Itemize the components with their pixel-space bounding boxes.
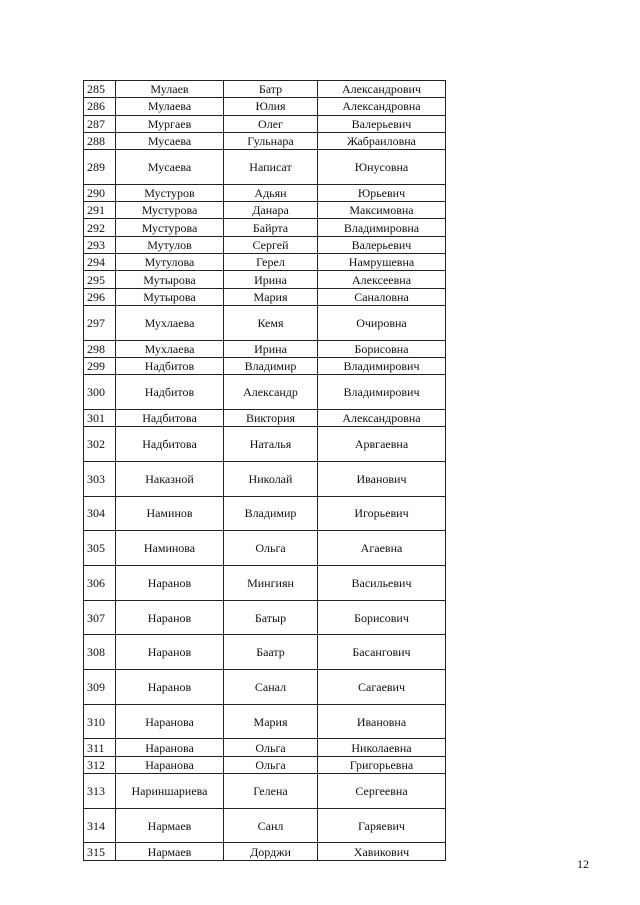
row-number: 297 — [84, 305, 116, 340]
row-number: 303 — [84, 461, 116, 496]
row-number: 285 — [84, 81, 116, 98]
patronymic-cell: Басангович — [318, 635, 446, 670]
table-row — [84, 254, 446, 271]
patronymic-cell: Гаряевич — [318, 808, 446, 843]
row-number: 292 — [84, 219, 116, 236]
given-name-cell: Кемя — [224, 305, 318, 340]
row-number: 304 — [84, 496, 116, 531]
surname-cell: Наказной — [116, 461, 224, 496]
row-number: 299 — [84, 357, 116, 374]
surname-cell: Мустуров — [116, 184, 224, 201]
surname-cell: Мутулов — [116, 236, 224, 253]
patronymic-cell: Владимирович — [318, 375, 446, 410]
names-table — [83, 80, 446, 861]
given-name-cell: Гелена — [224, 774, 318, 809]
patronymic-cell: Хавикович — [318, 843, 446, 860]
table-row — [84, 774, 446, 809]
patronymic-cell: Владимирович — [318, 357, 446, 374]
patronymic-cell: Сагаевич — [318, 670, 446, 705]
row-number: 294 — [84, 254, 116, 271]
surname-cell: Наранова — [116, 739, 224, 756]
row-number: 286 — [84, 98, 116, 115]
patronymic-cell: Алексеевна — [318, 271, 446, 288]
surname-cell: Надбитова — [116, 409, 224, 426]
given-name-cell: Баатр — [224, 635, 318, 670]
given-name-cell: Дорджи — [224, 843, 318, 860]
row-number: 301 — [84, 409, 116, 426]
surname-cell: Наранов — [116, 670, 224, 705]
given-name-cell: Владимир — [224, 496, 318, 531]
given-name-cell: Ирина — [224, 340, 318, 357]
row-number: 305 — [84, 531, 116, 566]
patronymic-cell: Григорьевна — [318, 756, 446, 773]
table-row — [84, 843, 446, 860]
table-row — [84, 461, 446, 496]
row-number: 293 — [84, 236, 116, 253]
table-row — [84, 409, 446, 426]
patronymic-cell: Арвгаевна — [318, 427, 446, 462]
row-number: 289 — [84, 150, 116, 185]
surname-cell: Наминов — [116, 496, 224, 531]
table-row — [84, 704, 446, 739]
patronymic-cell: Агаевна — [318, 531, 446, 566]
table-row — [84, 531, 446, 566]
given-name-cell: Виктория — [224, 409, 318, 426]
row-number: 313 — [84, 774, 116, 809]
surname-cell: Наранов — [116, 600, 224, 635]
given-name-cell: Батр — [224, 81, 318, 98]
table-row — [84, 236, 446, 253]
surname-cell: Наминова — [116, 531, 224, 566]
given-name-cell: Санал — [224, 670, 318, 705]
patronymic-cell: Максимовна — [318, 202, 446, 219]
given-name-cell: Олег — [224, 115, 318, 132]
table-row — [84, 670, 446, 705]
given-name-cell: Владимир — [224, 357, 318, 374]
given-name-cell: Николай — [224, 461, 318, 496]
surname-cell: Наранова — [116, 704, 224, 739]
table-row — [84, 288, 446, 305]
surname-cell: Мутулова — [116, 254, 224, 271]
table-row — [84, 739, 446, 756]
given-name-cell: Наталья — [224, 427, 318, 462]
surname-cell: Мутырова — [116, 271, 224, 288]
patronymic-cell: Валерьевич — [318, 115, 446, 132]
patronymic-cell: Александрович — [318, 81, 446, 98]
patronymic-cell: Александровна — [318, 409, 446, 426]
surname-cell: Нармаев — [116, 808, 224, 843]
row-number: 296 — [84, 288, 116, 305]
given-name-cell: Мария — [224, 288, 318, 305]
surname-cell: Наранов — [116, 635, 224, 670]
patronymic-cell: Очировна — [318, 305, 446, 340]
table-row — [84, 357, 446, 374]
patronymic-cell: Игорьевич — [318, 496, 446, 531]
surname-cell: Наранова — [116, 756, 224, 773]
table-row — [84, 427, 446, 462]
given-name-cell: Батыр — [224, 600, 318, 635]
row-number: 311 — [84, 739, 116, 756]
surname-cell: Мулаева — [116, 98, 224, 115]
surname-cell: Мургаев — [116, 115, 224, 132]
given-name-cell: Байрта — [224, 219, 318, 236]
patronymic-cell: Сергеевна — [318, 774, 446, 809]
surname-cell: Мутырова — [116, 288, 224, 305]
row-number: 302 — [84, 427, 116, 462]
row-number: 300 — [84, 375, 116, 410]
surname-cell: Мухлаева — [116, 340, 224, 357]
patronymic-cell: Валерьевич — [318, 236, 446, 253]
row-number: 290 — [84, 184, 116, 201]
patronymic-cell: Владимировна — [318, 219, 446, 236]
row-number: 291 — [84, 202, 116, 219]
table-row — [84, 115, 446, 132]
row-number: 287 — [84, 115, 116, 132]
patronymic-cell: Николаевна — [318, 739, 446, 756]
surname-cell: Нариншариева — [116, 774, 224, 809]
given-name-cell: Санл — [224, 808, 318, 843]
table-row — [84, 202, 446, 219]
patronymic-cell: Намрушевна — [318, 254, 446, 271]
patronymic-cell: Борисович — [318, 600, 446, 635]
row-number: 310 — [84, 704, 116, 739]
patronymic-cell: Иванович — [318, 461, 446, 496]
given-name-cell: Мингиян — [224, 565, 318, 600]
table-row — [84, 756, 446, 773]
table-row — [84, 271, 446, 288]
patronymic-cell: Васильевич — [318, 565, 446, 600]
row-number: 298 — [84, 340, 116, 357]
patronymic-cell: Юрьевич — [318, 184, 446, 201]
row-number: 307 — [84, 600, 116, 635]
given-name-cell: Александр — [224, 375, 318, 410]
patronymic-cell: Александровна — [318, 98, 446, 115]
table-row — [84, 635, 446, 670]
given-name-cell: Гульнара — [224, 132, 318, 149]
table-row — [84, 375, 446, 410]
surname-cell: Мусаева — [116, 132, 224, 149]
surname-cell: Мустурова — [116, 219, 224, 236]
surname-cell: Мусаева — [116, 150, 224, 185]
given-name-cell: Юлия — [224, 98, 318, 115]
row-number: 309 — [84, 670, 116, 705]
row-number: 314 — [84, 808, 116, 843]
given-name-cell: Ольга — [224, 531, 318, 566]
given-name-cell: Ольга — [224, 739, 318, 756]
row-number: 315 — [84, 843, 116, 860]
given-name-cell: Написат — [224, 150, 318, 185]
table-row — [84, 808, 446, 843]
surname-cell: Надбитова — [116, 427, 224, 462]
table-row — [84, 98, 446, 115]
surname-cell: Наранов — [116, 565, 224, 600]
surname-cell: Надбитов — [116, 375, 224, 410]
row-number: 308 — [84, 635, 116, 670]
row-number: 306 — [84, 565, 116, 600]
table-row — [84, 184, 446, 201]
page-number: 12 — [577, 857, 589, 871]
surname-cell: Мулаев — [116, 81, 224, 98]
patronymic-cell: Юнусовна — [318, 150, 446, 185]
surname-cell: Нармаев — [116, 843, 224, 860]
surname-cell: Мухлаева — [116, 305, 224, 340]
given-name-cell: Ольга — [224, 756, 318, 773]
row-number: 288 — [84, 132, 116, 149]
given-name-cell: Сергей — [224, 236, 318, 253]
surname-cell: Мустурова — [116, 202, 224, 219]
given-name-cell: Ирина — [224, 271, 318, 288]
table-row — [84, 219, 446, 236]
table-row — [84, 565, 446, 600]
row-number: 312 — [84, 756, 116, 773]
patronymic-cell: Ивановна — [318, 704, 446, 739]
table-row — [84, 132, 446, 149]
patronymic-cell: Саналовна — [318, 288, 446, 305]
given-name-cell: Мария — [224, 704, 318, 739]
given-name-cell: Данара — [224, 202, 318, 219]
patronymic-cell: Жабраиловна — [318, 132, 446, 149]
table-row — [84, 496, 446, 531]
names-table-body — [84, 81, 446, 861]
given-name-cell: Адьян — [224, 184, 318, 201]
table-row — [84, 340, 446, 357]
row-number: 295 — [84, 271, 116, 288]
table-row — [84, 150, 446, 185]
table-row — [84, 305, 446, 340]
table-row — [84, 81, 446, 98]
table-row — [84, 600, 446, 635]
given-name-cell: Герел — [224, 254, 318, 271]
surname-cell: Надбитов — [116, 357, 224, 374]
patronymic-cell: Борисовна — [318, 340, 446, 357]
